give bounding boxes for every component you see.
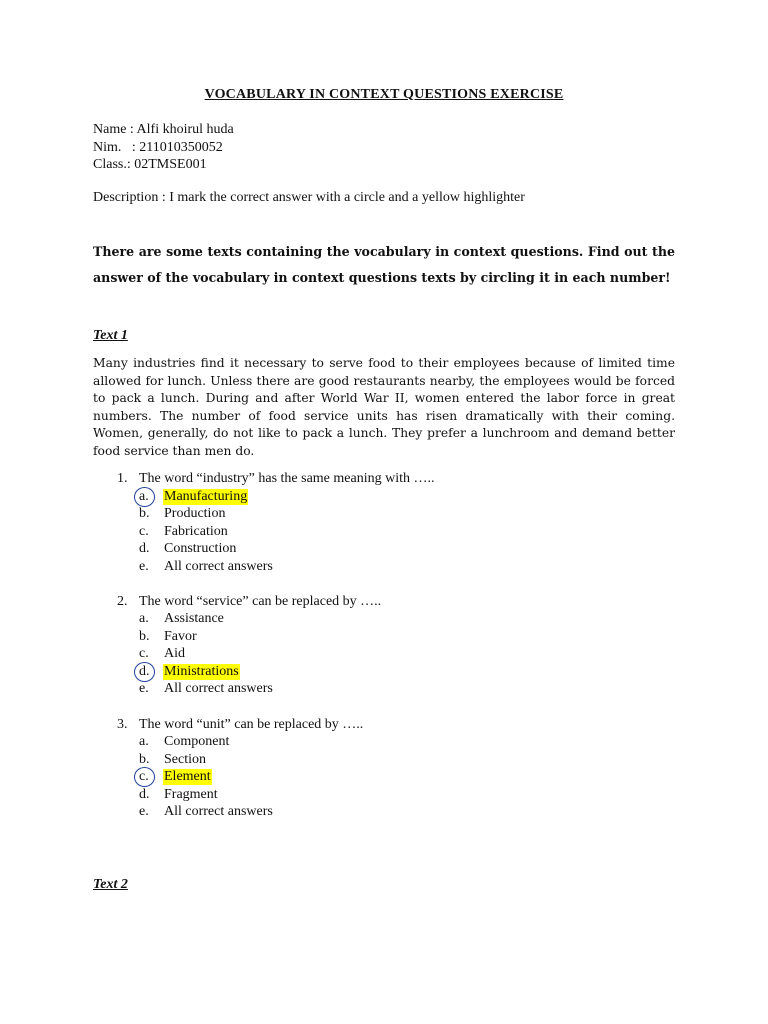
option-text: Fabrication bbox=[164, 524, 228, 539]
option-text: Ministrations bbox=[164, 664, 239, 679]
option-text: All correct answers bbox=[164, 559, 273, 574]
option-text: Element bbox=[164, 769, 211, 784]
option-letter: c. bbox=[139, 646, 149, 661]
option-text: Fragment bbox=[164, 787, 218, 802]
instructions: There are some texts containing the vocabulary in context questions. Find out the answer of the vocabulary in context questions texts by circling it in each number! bbox=[93, 244, 675, 285]
option-letter: b. bbox=[139, 629, 150, 644]
document-title: VOCABULARY IN CONTEXT QUESTIONS EXERCISE bbox=[204, 87, 564, 102]
option-text: All correct answers bbox=[164, 681, 273, 696]
option-letter: b. bbox=[139, 752, 150, 767]
option-text: Production bbox=[164, 506, 226, 521]
option-letter: b. bbox=[139, 506, 150, 521]
option-text: Component bbox=[164, 734, 230, 749]
text1-heading: Text 1 bbox=[93, 328, 128, 343]
option-letter: a. bbox=[139, 489, 149, 504]
option-letter: e. bbox=[139, 559, 149, 574]
option-text: Section bbox=[164, 752, 206, 767]
option-letter: c. bbox=[139, 769, 149, 784]
question-number: 3. bbox=[117, 717, 128, 732]
question-number: 2. bbox=[117, 594, 128, 609]
option-letter: d. bbox=[139, 664, 150, 679]
option-letter: d. bbox=[139, 541, 150, 556]
option-text: Aid bbox=[164, 646, 185, 661]
text2-heading: Text 2 bbox=[93, 877, 128, 892]
option-text: Favor bbox=[164, 629, 197, 644]
question-number: 1. bbox=[117, 471, 128, 486]
student-class: Class.: 02TMSE001 bbox=[93, 157, 207, 172]
text1-passage: Many industries find it necessary to serve food to their employees because of limited time allowed for lunch. Unless there are good restaurants nearby, the employees would be forced to pack a lunch. During and after World War II, women entered the labor force in great numbers. The number of food service units has risen dramatically with their coming. Women, generally, do not like to pack a lunch. They prefer a lunchroom and demand better food service than men do. bbox=[93, 356, 675, 458]
description: Description : I mark the correct answer with a circle and a yellow highlighter bbox=[93, 190, 525, 205]
option-letter: a. bbox=[139, 734, 149, 749]
option-text: All correct answers bbox=[164, 804, 273, 819]
question-text: The word “unit” can be replaced by ….. bbox=[139, 717, 364, 732]
option-letter: e. bbox=[139, 804, 149, 819]
student-nim: Nim. : 211010350052 bbox=[93, 140, 223, 155]
option-letter: a. bbox=[139, 611, 149, 626]
option-text: Manufacturing bbox=[164, 489, 248, 504]
question-text: The word “service” can be replaced by ….. bbox=[139, 594, 382, 609]
option-letter: e. bbox=[139, 681, 149, 696]
question-text: The word “industry” has the same meaning with ….. bbox=[139, 471, 435, 486]
student-name: Name : Alfi khoirul huda bbox=[93, 122, 234, 137]
option-text: Assistance bbox=[164, 611, 224, 626]
option-text: Construction bbox=[164, 541, 237, 556]
option-letter: c. bbox=[139, 524, 149, 539]
option-letter: d. bbox=[139, 787, 150, 802]
